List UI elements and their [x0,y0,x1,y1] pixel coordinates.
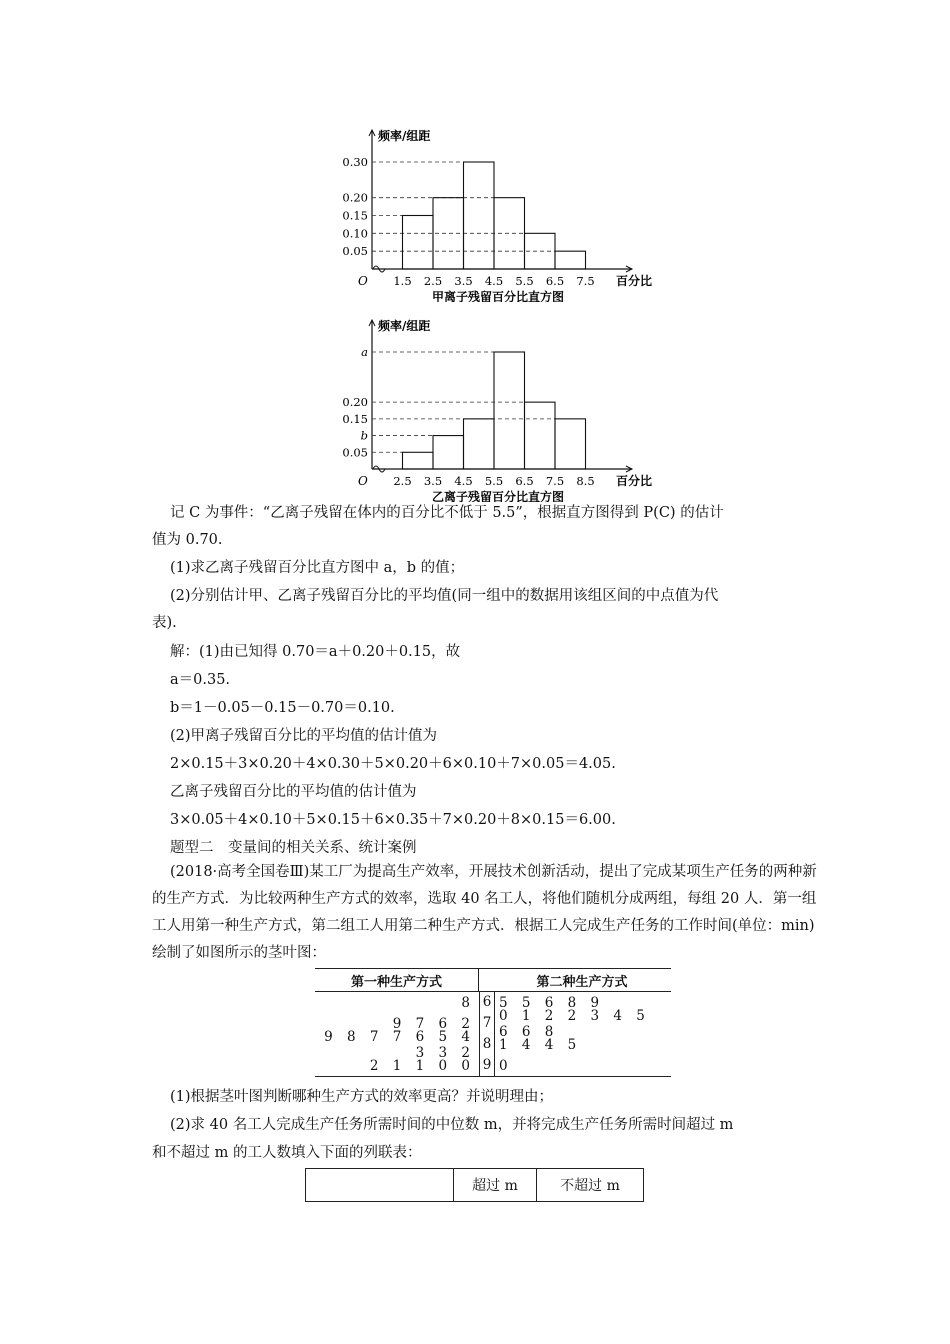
histogram-bar [464,162,495,269]
problem-question-2-line1: (2)求 40 名工人完成生产任务所需时间的中位数 m，并将完成生产任务所需时间超过 m [170,1117,734,1133]
right-header: 第二种生产方式 [536,974,628,990]
solution-line-6: 乙离子残留百分比的平均值的估计值为 [170,784,417,800]
left-leaves: 9 8 7 7 6 5 4 3 3 2 [324,1028,475,1061]
stem-leaf-body [315,992,671,1077]
solution-line-7: 3×0.05＋4×0.10＋5×0.15＋6×0.35＋7×0.20＋8×0.15＝6.00. [170,812,616,828]
x-tick-label: 4.5 [454,474,473,488]
histogram-jia [320,122,660,302]
left-leaves: 8 [461,994,475,1011]
problem-question-1: (1)根据茎叶图判断哪种生产方式的效率更高？并说明理由； [170,1089,554,1105]
left-header: 第一种生产方式 [350,974,442,990]
histogram-bar [433,436,464,469]
histogram-bar [403,452,434,469]
y-tick-label: 0.05 [342,445,368,460]
right-leaves: 1 4 4 5 [499,1036,582,1053]
right-leaves: 0 [499,1057,513,1074]
x-tick-label: 2.5 [393,474,412,488]
right-leaves: 0 1 2 2 3 4 5 6 6 8 [499,1007,650,1040]
x-tick-label: 6.5 [515,474,534,488]
y-tick-label: 0.15 [342,208,368,223]
left-leaves: 9 7 6 2 [392,1015,475,1032]
contingency-table [305,1168,644,1202]
right-leaves: 5 5 6 8 9 [499,994,605,1011]
stem: 6 [479,992,495,1013]
solution-line-4: (2)甲离子残留百分比的平均值的估计值为 [170,728,438,744]
x-tick-label: 5.5 [484,474,504,488]
y-tick-label: a [361,345,368,359]
stem: 8 [479,1034,495,1055]
histogram-bar [555,419,586,469]
histogram-bar [555,251,586,269]
x-tick-label: 7.5 [576,274,595,288]
question-2-line1: (2)分别估计甲、乙离子残留百分比的平均值(同一组中的数据用该组区间的中点值为代 [170,588,719,604]
stem-row [315,1028,671,1061]
x-tick-label: 6.5 [545,274,565,288]
solution-line-5: 2×0.15＋3×0.20＋4×0.30＋5×0.20＋6×0.10＋7×0.05＝4.05. [170,756,616,772]
event-definition-line1: 记 C 为事件：“乙离子残留在体内的百分比不低于 5.5”，根据直方图得到 P(C) 的估计 [170,505,724,521]
y-tick-label: 0.30 [342,155,368,169]
table-header-row [306,1169,644,1202]
y-tick-label: 0.15 [342,411,368,426]
histogram-bar [403,216,434,270]
x-axis-label: 百分比 [616,474,653,488]
solution-line-2: a＝0.35. [170,672,231,688]
x-tick-label: 3.5 [423,474,443,488]
stem: 9 [479,1055,495,1076]
question-2-line2: 表). [152,615,177,631]
origin-label: O [358,274,368,288]
histogram-bar [525,402,556,469]
chart-title: 乙离子残留百分比直方图 [431,490,565,502]
y-tick-label: b [360,428,368,443]
y-tick-label: 0.20 [342,395,368,410]
y-tick-label: 0.10 [342,226,368,241]
x-tick-label: 8.5 [576,474,595,488]
problem-text: (2018·高考全国卷Ⅲ)某工厂为提高生产效率，开展技术创新活动，提出了完成某项生产任务的两种新的生产方式．为比较两种生产方式的效率，选取 40 名工人，将他们随机分成两组，每组 20 人．第一组工人用第一种生产方式，第二组工人用第二种生产方式．根据工人完成生产任务的工作时间(单位：min)绘制了如图所示的茎叶图： [152,864,817,961]
header-cell-not-over-m: 不超过 m [537,1169,644,1202]
x-tick-label: 5.5 [515,274,534,288]
y-tick-label: 0.20 [342,190,368,205]
solution-line-1: 解：(1)由已知得 0.70＝a＋0.20＋0.15，故 [170,644,461,660]
y-axis-label: 频率/组距 [378,129,431,143]
x-tick-label: 7.5 [545,474,565,488]
x-tick-label: 2.5 [423,274,443,288]
chart-title: 甲离子残留百分比直方图 [431,290,565,302]
stem: 7 [479,1013,495,1034]
question-1: (1)求乙离子残留百分比直方图中 a，b 的值； [170,560,465,576]
x-tick-label: 1.5 [393,274,412,288]
solution-line-3: b＝1－0.05－0.15－0.70＝0.10. [170,700,395,716]
y-tick-label: 0.05 [342,244,368,259]
header-cell-empty [306,1169,454,1202]
header-cell-over-m: 超过 m [454,1169,537,1202]
problem-question-2-line2: 和不超过 m 的工人数填入下面的列联表： [152,1145,422,1161]
topic-heading: 题型二 变量间的相关关系、统计案例 [170,840,417,856]
histogram-bar [494,352,525,469]
stem-row [315,1055,671,1076]
stem-leaf-plot [315,968,671,1077]
problem-statement [152,859,822,967]
x-axis-label: 百分比 [616,274,653,288]
x-tick-label: 4.5 [484,274,504,288]
event-definition-line2: 值为 0.70. [152,532,223,548]
histogram-bar [464,419,495,469]
left-leaves: 2 1 1 0 0 [369,1057,475,1074]
histogram-yi [320,312,660,502]
stem-leaf-header [315,968,671,992]
origin-label: O [358,474,368,488]
y-axis-label: 频率/组距 [378,319,431,333]
x-tick-label: 3.5 [454,274,473,288]
